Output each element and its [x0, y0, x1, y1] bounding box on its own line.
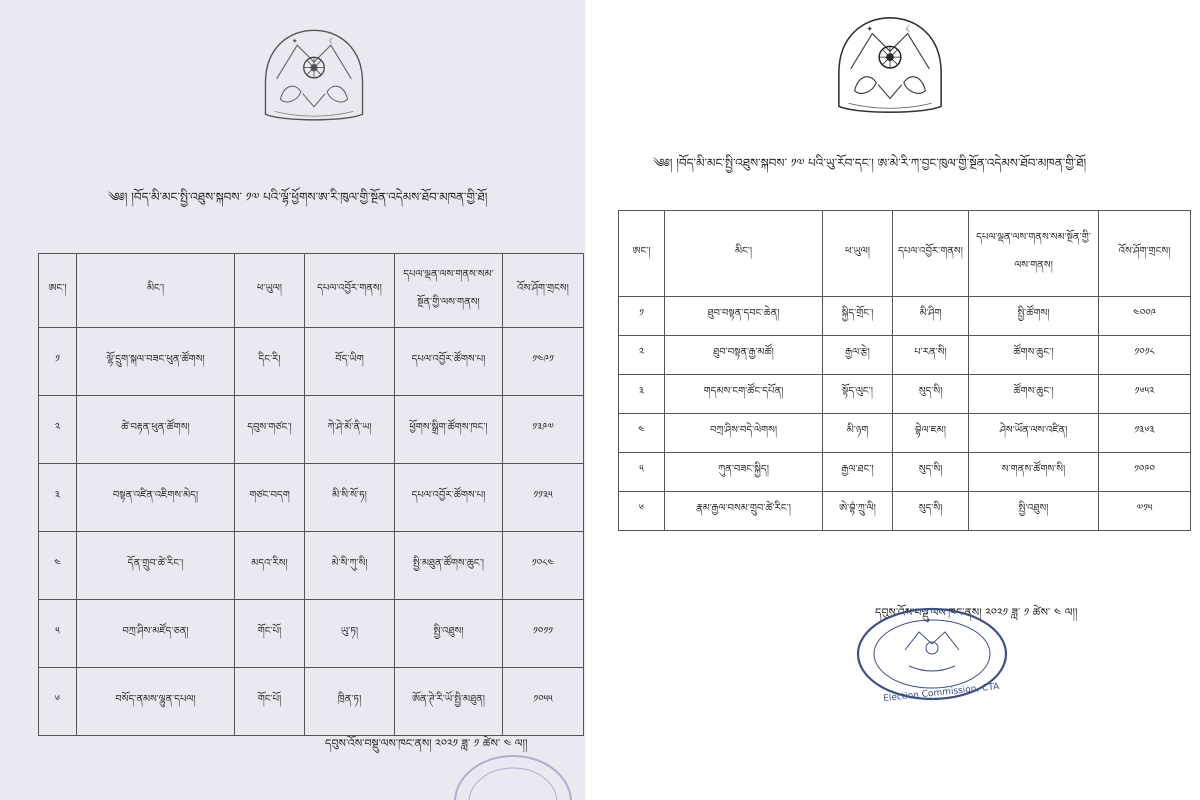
cell-name: བཀྲ་ཤིས་མཛོད་ཅན།	[77, 600, 235, 668]
cell-name: རྣམ་རྒྱལ་བསམ་གྲུབ་ཚེ་རིང་།	[665, 492, 823, 531]
official-stamp-icon	[853, 604, 1011, 704]
cell-number: ༥	[619, 453, 665, 492]
header-name: མིང་།	[665, 211, 823, 297]
cell-hometown: རྒྱལ་ཐང་།	[823, 453, 893, 492]
cell-occupation: སྤྱི་འཐུས།	[969, 492, 1099, 531]
cell-number: ༡	[39, 328, 77, 396]
stamp-text: Election Commission, CTA	[882, 681, 1000, 704]
header-residence: དཔལ་འབྱོར་གནས།	[893, 211, 969, 297]
cell-name: ཐུབ་བསྟན་དབང་ཆེན།	[665, 297, 823, 336]
header-number: ཨང་།	[619, 211, 665, 297]
svg-text:✦: ✦	[866, 24, 873, 34]
cell-hometown: གོང་པོ།	[235, 668, 305, 736]
cell-votes: ༡༦༥༢	[1099, 375, 1191, 414]
cell-hometown: སྟོད་ལུང་།	[823, 375, 893, 414]
cell-name: ཀུན་བཟང་སྐྱིད།	[665, 453, 823, 492]
cell-residence: མི་ཤིག	[893, 297, 969, 336]
cell-residence: བོད་ཡིག	[305, 328, 395, 396]
cell-hometown: ཨེ་བྷཾ་ཀྲུ་ལི།	[823, 492, 893, 531]
cell-number: ༤	[619, 414, 665, 453]
cell-number: ༣	[39, 464, 77, 532]
cell-number: ༦	[619, 492, 665, 531]
cell-occupation: དཔལ་འབྱོར་ཚོགས་པ།	[395, 328, 503, 396]
cell-residence: མི་སི་སོ་ཏ།	[305, 464, 395, 532]
cell-name: ཐུབ་བསྟན་རྒྱ་མཚོ།	[665, 336, 823, 375]
cell-hometown: གཙང་བདག	[235, 464, 305, 532]
page-title: ༄༅། །བོད་མི་མང་སྤྱི་འཐུས་སྐབས་ ༡༧ པའི་ཡུ་རོབ་དང་། ཨ་མེ་རི་ཀ་བྱང་ཁུལ་གྱི་སྔོན་འདེམས་ཐོབ་མཁན་གྱི་ཐོ།	[653, 156, 1087, 170]
table-row	[39, 396, 584, 464]
cell-votes: ༡༠༥༥	[503, 668, 584, 736]
cell-votes: ༡༠༡༨	[1099, 336, 1191, 375]
issue-date-footer: དབུས་འོས་བསྡུ་ལས་ཁང་ནས། ༢༠༢༡ ཟླ་ ༡ ཚེས་ ༤ ལ།།	[325, 737, 528, 750]
cell-occupation: སྤྱི་མཐུན་ཚོགས་ཆུང་།	[395, 532, 503, 600]
results-table	[618, 210, 1191, 531]
table-row	[619, 414, 1191, 453]
table-row	[39, 464, 584, 532]
table-header-row	[39, 254, 584, 328]
cell-residence: པ་རན་སི།	[893, 336, 969, 375]
header-votes: འོས་ཤོག་གྲངས།	[1099, 211, 1191, 297]
cell-votes: ༤༠༠༩	[1099, 297, 1191, 336]
cell-occupation: སྤྱི་འཐུས།	[395, 600, 503, 668]
cell-residence: སུད་སི།	[893, 453, 969, 492]
table-row	[619, 492, 1191, 531]
cell-occupation: ཚོགས་ཆུང་།	[969, 336, 1099, 375]
cell-residence: བྷེལ་ཇམ།	[893, 414, 969, 453]
cell-residence: སུད་སི།	[893, 375, 969, 414]
header-hometown: ཕ་ཡུལ།	[823, 211, 893, 297]
cell-number: ༣	[619, 375, 665, 414]
table-header-row	[619, 211, 1191, 297]
cell-name: བསོད་ནམས་ལྷུན་དཔལ།	[77, 668, 235, 736]
cell-residence: ཁྲིན་ཏ།	[305, 668, 395, 736]
header-name: མིང་།	[77, 254, 235, 328]
cell-number: ༤	[39, 532, 77, 600]
cell-occupation: ཨོན་ཊེ་རི་ཡོ་སྤྱི་མཐུན།	[395, 668, 503, 736]
cell-number: ༡	[619, 297, 665, 336]
svg-text:☾: ☾	[328, 36, 336, 46]
right-document-page	[585, 0, 1200, 800]
table-row	[39, 532, 584, 600]
cell-occupation: ཚོགས་ཆུང་།	[969, 375, 1099, 414]
svg-text:✦: ✦	[291, 36, 298, 46]
header-hometown: ཕ་ཡུལ།	[235, 254, 305, 328]
page-title: ༄༅། །བོད་མི་མང་སྤྱི་འཐུས་སྐབས་ ༡༧ པའི་ལྷོ་ཕྱོགས་ཨ་རི་ཁུལ་གྱི་སྔོན་འདེམས་ཐོབ་མཁན་གྱི་ཐོ།	[108, 190, 488, 204]
cell-occupation: ཕྱོགས་སྒྲིག་ཚོགས་ཁང་།	[395, 396, 503, 464]
cell-votes: ༡༠༡༡	[503, 600, 584, 668]
emblem-icon	[831, 10, 949, 122]
cell-number: ༢	[619, 336, 665, 375]
cell-votes: ༡༠༨༤	[503, 532, 584, 600]
header-number: ཨང་།	[39, 254, 77, 328]
issue-date-footer: དབུས་འོས་བསྡུ་ལས་ཁང་ནས། ༢༠༢༡ ཟླ་ ༡ ཚེས་ ༤ ལ།།	[875, 606, 1078, 619]
cell-number: ༦	[39, 668, 77, 736]
table-row	[39, 328, 584, 396]
header-occupation: དཔལ་ལྡན་ལས་གནས་སམ་སྔོན་གྱི་ལས་གནས།	[969, 211, 1099, 297]
cell-residence: ཀེ་ཤེ་མོ་ནི་ཡ།	[305, 396, 395, 464]
header-votes: འོས་ཤོག་གྲངས།	[503, 254, 584, 328]
header-occupation: དཔལ་ལྡན་ལས་གནས་སམ་སྔོན་གྱི་ལས་གནས།	[395, 254, 503, 328]
cell-hometown: དབུས་གཙང་།	[235, 396, 305, 464]
cell-residence: ཡུ་ཏ།	[305, 600, 395, 668]
table-row	[39, 668, 584, 736]
cell-occupation: ས་གནས་ཚོགས་སི།	[969, 453, 1099, 492]
table-row	[619, 297, 1191, 336]
cell-votes: ༡༡༣༥	[503, 464, 584, 532]
cell-hometown: དིང་རི།	[235, 328, 305, 396]
cell-hometown: སྐྱིད་གྲོང་།	[823, 297, 893, 336]
cell-name: བསྟན་འཛིན་འཇིགས་མེད།	[77, 464, 235, 532]
table-row	[619, 336, 1191, 375]
official-stamp-icon	[448, 742, 578, 800]
svg-text:☾: ☾	[905, 24, 913, 34]
results-table	[38, 253, 584, 736]
table-row	[619, 453, 1191, 492]
table-row	[39, 600, 584, 668]
cell-number: ༢	[39, 396, 77, 464]
emblem-icon	[258, 22, 370, 130]
cell-hometown: མི་ཉག	[823, 414, 893, 453]
cell-votes: ༡༤༩༡	[503, 328, 584, 396]
cell-name: ལྷོ་དྲུག་སྐལ་བཟང་ཕུན་ཚོགས།	[77, 328, 235, 396]
cell-occupation: ཤེས་ཡོན་ལས་འཛིན།	[969, 414, 1099, 453]
cell-hometown: མདའ་རིས།	[235, 532, 305, 600]
cell-residence: མེ་སི་ཀུ་སི།	[305, 532, 395, 600]
left-document-page	[0, 0, 585, 800]
cell-hometown: རྒྱལ་རྩེ།	[823, 336, 893, 375]
cell-number: ༥	[39, 600, 77, 668]
cell-occupation: སྤྱི་ཚོགས།	[969, 297, 1099, 336]
cell-name: ཚེ་བརྟན་ཕུན་ཚོགས།	[77, 396, 235, 464]
cell-occupation: དཔལ་འབྱོར་ཚོགས་པ།	[395, 464, 503, 532]
cell-name: བཀྲ་ཤིས་བདེ་ལེགས།	[665, 414, 823, 453]
cell-votes: ༡༣༩༧	[503, 396, 584, 464]
cell-votes: ༡༠༩༠	[1099, 453, 1191, 492]
cell-name: གདམས་ངག་ཚོང་དཔོན།	[665, 375, 823, 414]
cell-votes: ༡༣༦༣	[1099, 414, 1191, 453]
cell-name: དོན་གྲུབ་ཚེ་རིང་།	[77, 532, 235, 600]
table-row	[619, 375, 1191, 414]
cell-hometown: གོང་པོ།	[235, 600, 305, 668]
cell-residence: སུད་སི།	[893, 492, 969, 531]
cell-votes: ༧༡༥	[1099, 492, 1191, 531]
header-residence: དཔལ་འབྱོར་གནས།	[305, 254, 395, 328]
